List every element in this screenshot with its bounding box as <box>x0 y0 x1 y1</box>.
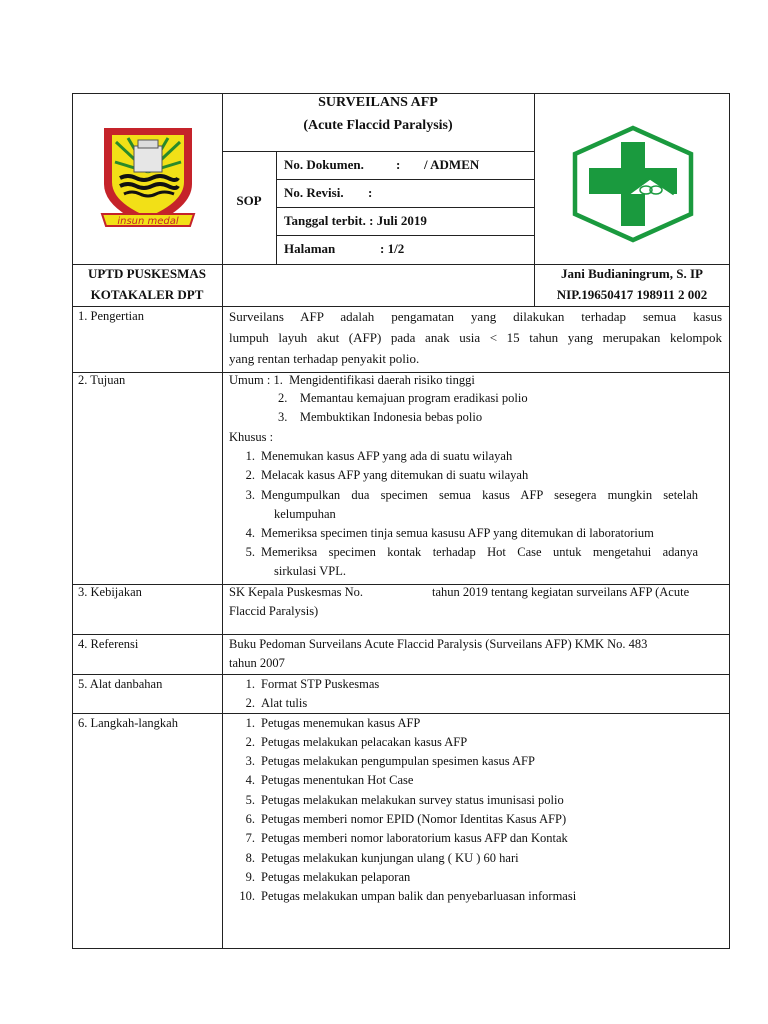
pengertian-line: yang rentan terhadap penyakit polio. <box>229 351 420 366</box>
langkah-item: 10. Petugas melakukan umpan balik dan penyebarluasan informasi <box>239 889 577 903</box>
langkah-item: 2. Petugas melakukan pelacakan kasus AFP <box>245 735 468 749</box>
khusus-prefix: Khusus : <box>229 430 274 444</box>
tujuan-khusus-item-cont: sirkulasi VPL. <box>274 564 346 578</box>
tujuan-khusus-item: 3. Mengumpulkan dua specimen semua kasus AFP sesegera mungkin setelah <box>245 488 698 502</box>
referensi-line: tahun 2007 <box>229 656 285 670</box>
langkah-item: 5. Petugas melakukan melakukan survey status imunisasi polio <box>245 793 564 807</box>
field-no-dokumen: No. Dokumen. : / ADMEN <box>284 157 480 172</box>
puskesmas-logo <box>98 122 198 234</box>
kebijakan-line: Flaccid Paralysis) <box>229 604 319 618</box>
health-cross-logo <box>558 124 708 244</box>
langkah-item: 6. Petugas memberi nomor EPID (Nomor Identitas Kasus AFP) <box>245 812 567 826</box>
section-label-alat: 5. Alat danbahan <box>78 677 163 691</box>
tujuan-khusus-item: 2. Melacak kasus AFP yang ditemukan di suatu wilayah <box>245 468 529 482</box>
langkah-item: 1. Petugas menemukan kasus AFP <box>245 716 421 730</box>
langkah-item: 3. Petugas melakukan pengumpulan spesimen kasus AFP <box>245 754 535 768</box>
langkah-item: 4. Petugas menentukan Hot Case <box>245 773 414 787</box>
section-label-pengertian: 1. Pengertian <box>78 309 144 323</box>
section-label-tujuan: 2. Tujuan <box>78 373 126 387</box>
tujuan-umum-item: Umum : 1. Mengidentifikasi daerah risiko tinggi <box>229 373 475 387</box>
tujuan-umum-item: 2. Memantau kemajuan program eradikasi polio <box>278 391 528 405</box>
field-no-revisi: No. Revisi. : <box>284 185 373 200</box>
document-subtitle: (Acute Flaccid Paralysis) <box>303 118 453 133</box>
referensi-line: Buku Pedoman Surveilans Acute Flaccid Paralysis (Surveilans AFP) KMK No. 483 <box>229 637 648 651</box>
organization-name-line1: UPTD PUSKESMAS <box>87 266 207 281</box>
logo-text: insun medal <box>117 216 179 227</box>
document-title: SURVEILANS AFP <box>318 95 438 110</box>
section-label-referensi: 4. Referensi <box>78 637 139 651</box>
tujuan-khusus-item: 1. Menemukan kasus AFP yang ada di suatu wilayah <box>245 449 513 463</box>
pengertian-line: lumpuh layuh akut (AFP) pada anak usia < 15 tahun yang merupakan kelompok <box>229 330 722 345</box>
langkah-item: 9. Petugas melakukan pelaporan <box>245 870 411 884</box>
langkah-item: 7. Petugas memberi nomor laboratorium kasus AFP dan Kontak <box>245 831 568 845</box>
organization-name-line2: KOTAKALER DPT <box>90 287 204 302</box>
langkah-item: 8. Petugas melakukan kunjungan ulang ( KU ) 60 hari <box>245 851 519 865</box>
alat-item: 1. Format STP Puskesmas <box>245 677 380 691</box>
tujuan-khusus-item: 5. Memeriksa specimen kontak terhadap Hot Case untuk mengetahui adanya <box>245 545 698 559</box>
sop-label: SOP <box>236 193 262 208</box>
umum-prefix: Umum : <box>229 373 271 387</box>
tujuan-umum-item: 3. Membuktikan Indonesia bebas polio <box>278 410 483 424</box>
field-halaman: Halaman : 1/2 <box>284 241 405 256</box>
section-label-kebijakan: 3. Kebijakan <box>78 585 142 599</box>
pengertian-line: Surveilans AFP adalah pengamatan yang dilakukan terhadap semua kasus <box>229 309 722 324</box>
field-tanggal-terbit: Tanggal terbit. : Juli 2019 <box>284 213 427 228</box>
alat-item: 2. Alat tulis <box>245 696 308 710</box>
kebijakan-line: SK Kepala Puskesmas No. tahun 2019 tentang kegiatan surveilans AFP (Acute <box>229 585 690 599</box>
signer-name: Jani Budianingrum, S. IP <box>561 266 703 281</box>
tujuan-khusus-item: 4. Memeriksa specimen tinja semua kasusu AFP yang ditemukan di laboratorium <box>245 526 654 540</box>
tujuan-khusus-item-cont: kelumpuhan <box>274 507 336 521</box>
section-label-langkah: 6. Langkah-langkah <box>78 716 178 730</box>
signer-nip: NIP.19650417 198911 2 002 <box>556 287 708 302</box>
